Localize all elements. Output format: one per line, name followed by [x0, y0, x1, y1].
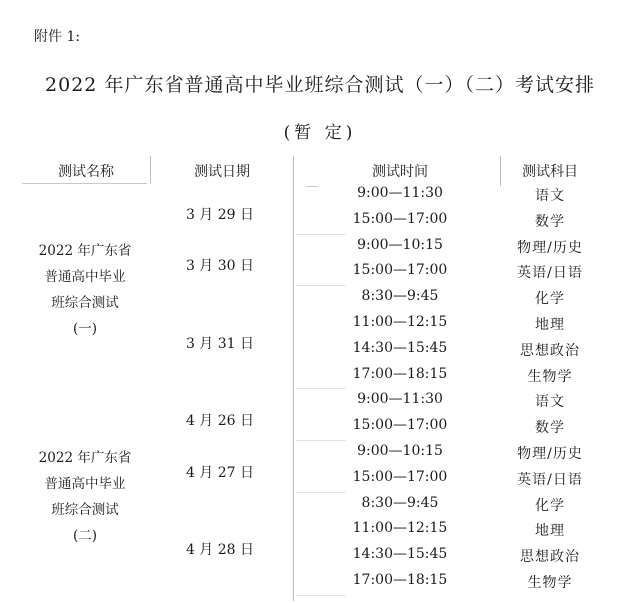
table-divider	[150, 156, 151, 184]
test-date-cell: 3 月 31 日	[185, 335, 255, 352]
test-subject-cell: 数学	[535, 213, 565, 230]
row-divider	[296, 285, 346, 286]
test-subject-cell: 语文	[535, 188, 565, 204]
test-name-line: (二)	[72, 527, 98, 544]
header-test-date: 测试日期	[194, 164, 250, 180]
test-time-cell: 9:00—11:30	[357, 185, 443, 201]
header-test-time: 测试时间	[372, 164, 428, 180]
row-divider	[296, 492, 346, 493]
test-time-cell: 17:00—18:15	[352, 572, 448, 588]
test-subject-cell: 化学	[535, 497, 565, 514]
test-time-cell: 11:00—12:15	[352, 314, 448, 330]
test-date-cell: 4 月 26 日	[185, 413, 255, 430]
test-subject-cell: 物理/历史	[517, 239, 583, 256]
test-name-line: (一)	[72, 321, 98, 338]
test-time-cell: 9:00—10:15	[357, 236, 443, 253]
attachment-label: 附件 1:	[34, 29, 81, 45]
test-subject-cell: 语文	[535, 394, 565, 411]
test-time-cell: 15:00—17:00	[352, 210, 448, 227]
table-divider	[22, 183, 147, 184]
header-test-subject: 测试科目	[522, 164, 578, 180]
test-date-cell: 3 月 29 日	[185, 206, 255, 223]
test-subject-cell: 生物学	[527, 575, 573, 591]
test-time-cell: 11:00—12:15	[352, 520, 448, 537]
test-subject-cell: 地理	[535, 523, 565, 540]
row-divider	[296, 595, 346, 596]
test-subject-cell: 物理/历史	[517, 446, 583, 462]
test-name-line: 2022 年广东省	[38, 449, 132, 466]
row-divider	[296, 234, 346, 235]
test-date-cell: 4 月 27 日	[185, 464, 255, 481]
test-subject-cell: 化学	[535, 291, 565, 308]
test-time-cell: 9:00—10:15	[357, 443, 443, 459]
test-subject-cell: 思想政治	[520, 549, 580, 566]
test-subject-cell: 地理	[535, 317, 565, 333]
test-time-cell: 14:30—15:45	[352, 546, 448, 563]
test-name-line: 2022 年广东省	[38, 243, 132, 260]
table-divider	[500, 156, 501, 186]
test-name-cell	[22, 238, 148, 342]
test-date-cell: 4 月 28 日	[185, 542, 255, 559]
test-subject-cell: 英语/日语	[517, 471, 583, 488]
test-time-cell: 15:00—17:00	[352, 417, 448, 434]
table-divider	[306, 186, 318, 187]
document-subtitle: (暂 定)	[283, 123, 357, 143]
test-time-cell: 15:00—17:00	[352, 262, 448, 279]
row-divider	[296, 388, 346, 389]
test-time-cell: 15:00—17:00	[352, 468, 448, 485]
test-subject-cell: 数学	[535, 420, 565, 437]
row-divider	[296, 440, 346, 441]
test-name-line: 班综合测试	[51, 295, 119, 312]
test-name-line: 普通高中毕业	[44, 475, 126, 492]
test-date-cell: 3 月 30 日	[185, 258, 255, 275]
test-time-cell: 17:00—18:15	[352, 365, 448, 382]
test-name-line: 普通高中毕业	[44, 269, 126, 286]
test-subject-cell: 英语/日语	[517, 265, 583, 282]
test-subject-cell: 生物学	[527, 368, 573, 385]
test-name-line: 班综合测试	[51, 501, 119, 518]
test-name-cell	[22, 445, 148, 549]
test-time-cell: 8:30—9:45	[361, 288, 439, 305]
table-divider	[293, 156, 294, 601]
test-subject-cell: 思想政治	[520, 342, 580, 359]
test-time-cell: 8:30—9:45	[361, 494, 439, 511]
test-time-cell: 9:00—11:30	[357, 391, 443, 408]
document-title: 2022 年广东省普通高中毕业班综合测试（一）（二）考试安排	[45, 74, 595, 96]
header-test-name: 测试名称	[58, 164, 114, 180]
test-time-cell: 14:30—15:45	[352, 339, 448, 356]
